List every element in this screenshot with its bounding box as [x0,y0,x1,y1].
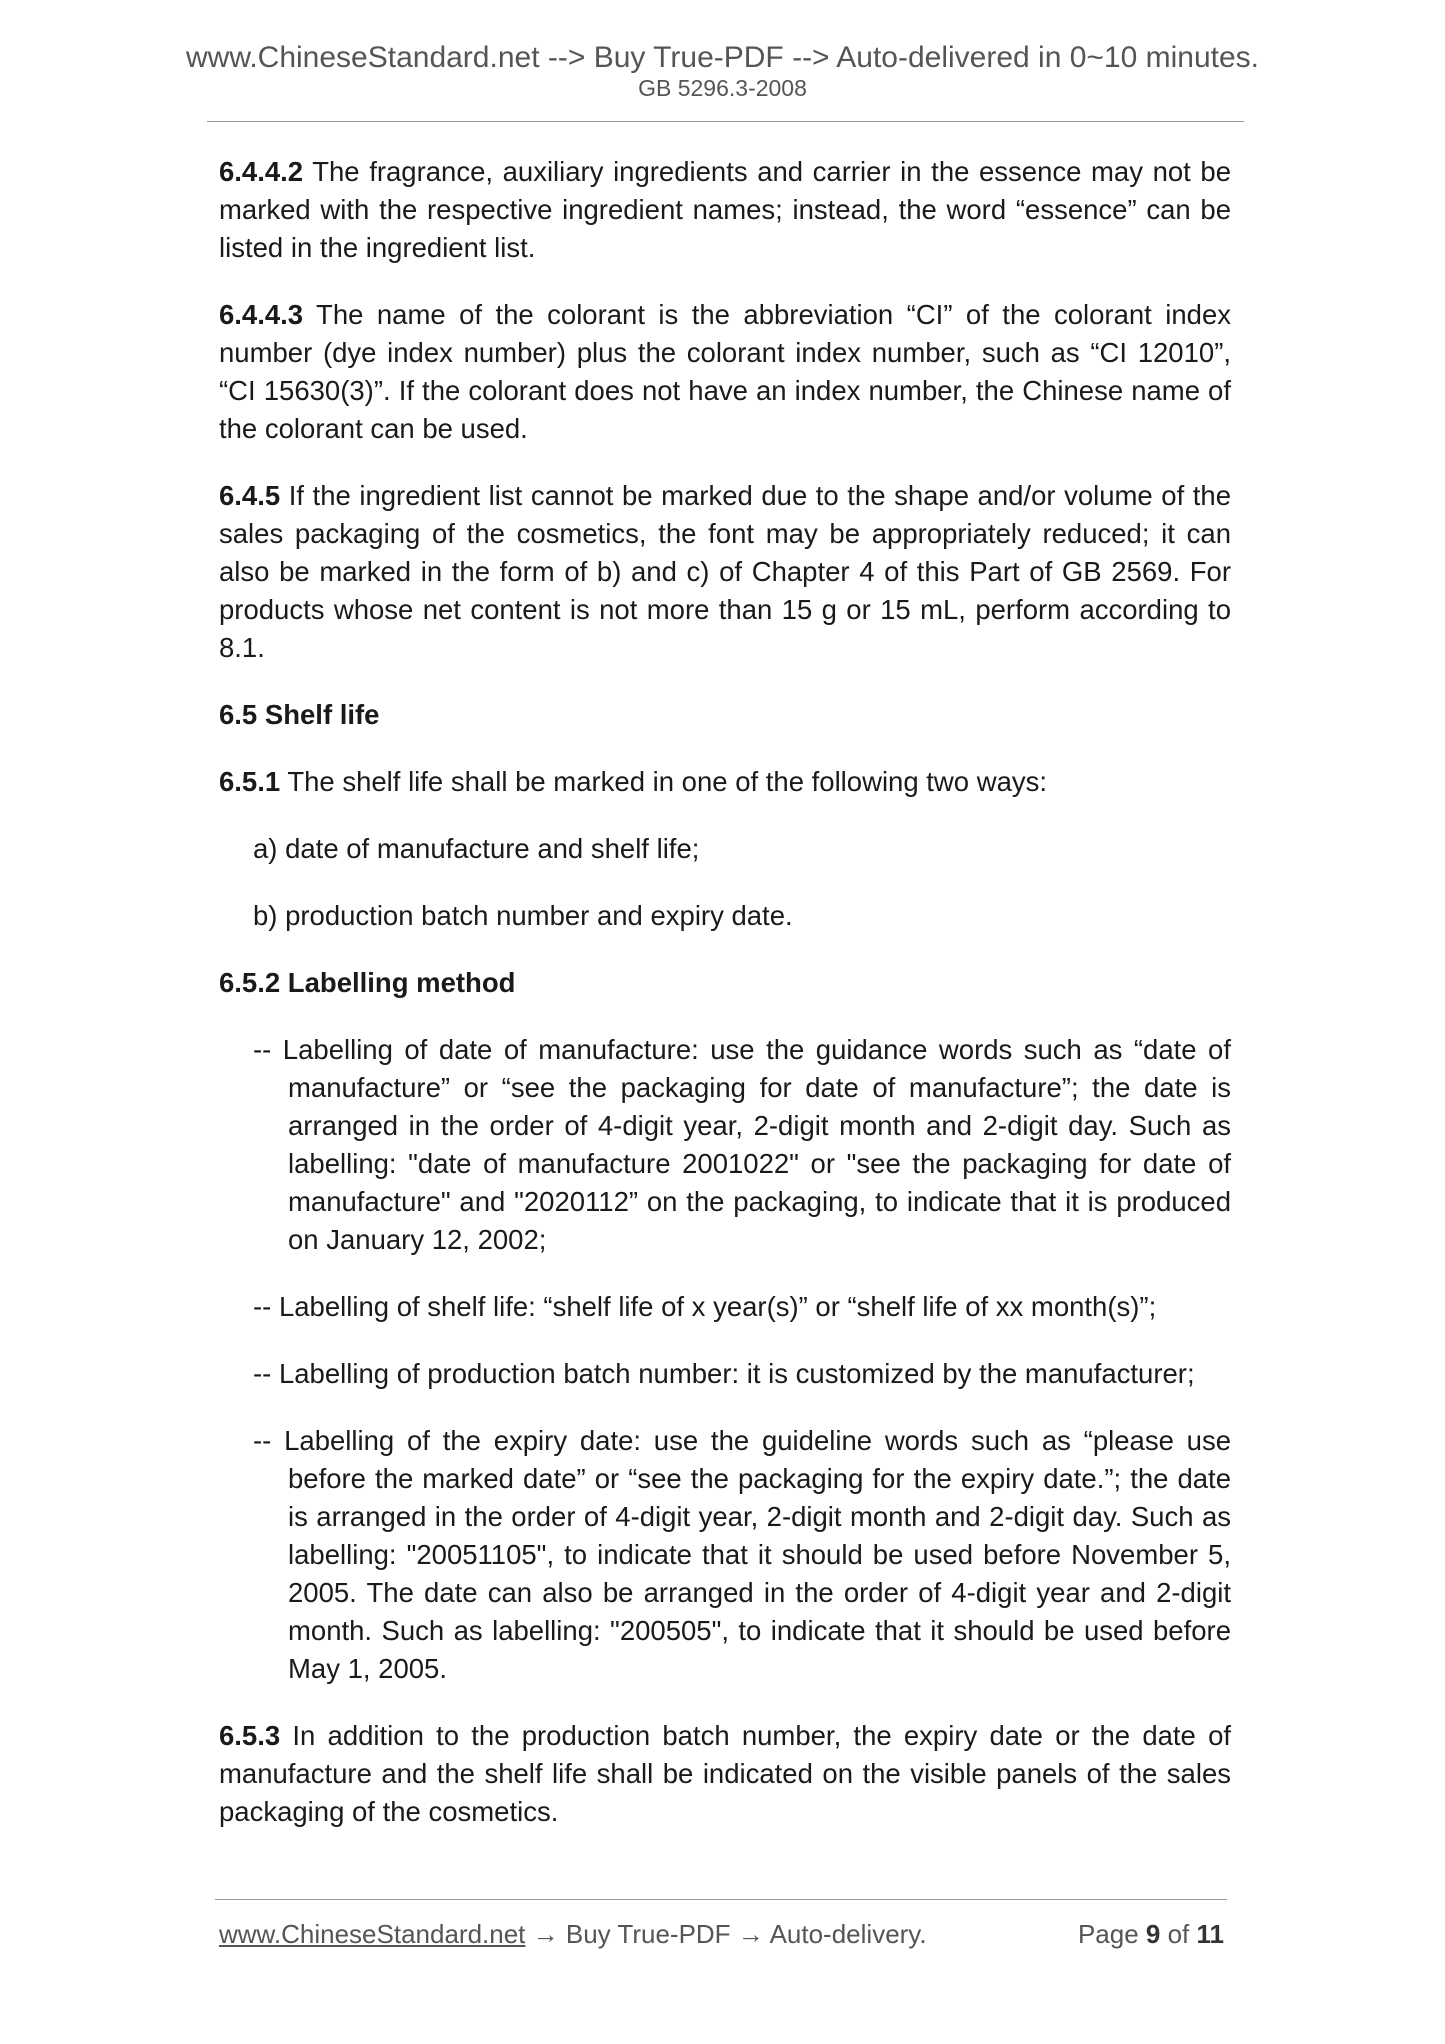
footer-divider [215,1899,1227,1900]
list-item-a: a) date of manufacture and shelf life; [253,833,700,864]
document-body [219,153,1231,1860]
page-indicator [1078,1916,1224,1952]
footer-tagline: → Buy True-PDF → Auto-delivery. [525,1919,927,1949]
page-total: 11 [1196,1919,1224,1949]
clause-6-5-1 [219,763,1231,801]
header-banner: www.ChineseStandard.net --> Buy True-PDF --> Auto-delivered in 0~10 minutes. [185,41,1260,74]
section-heading-6-5-2: 6.5.2 Labelling method [219,967,516,998]
clause-text: If the ingredient list cannot be marked due to the shape and/or volume of the sales packaging of the cosmetics, the font may be appropriately reduced; it can also be marked in the form of b) and c) of Chapter 4 of this Part of GB 2569. For products whose net content is not more than 15 g or 15 mL, perform according to 8.1. [219,480,1231,663]
page-label: Page [1077,1919,1146,1949]
clause-text: In addition to the production batch number, the expiry date or the date of manufacture and the shelf life shall be indicated on the visible panels of the sales packaging of the cosmetics. [219,1720,1231,1827]
section-heading-6-5: 6.5 Shelf life [219,699,380,730]
header-divider [207,121,1244,122]
clause-6-4-4-3 [219,296,1231,448]
clause-6-4-5 [219,477,1231,667]
standard-code: GB 5296.3-2008 [638,75,807,101]
page-footer [219,1916,1231,1952]
dash-item-shelf-life: -- Labelling of shelf life: “shelf life of x year(s)” or “shelf life of xx month(s)”; [253,1291,1157,1322]
footer-left [219,1916,927,1952]
clause-6-5-3 [219,1717,1231,1831]
clause-text: The name of the colorant is the abbreviation “CI” of the colorant index number (dye index number) plus the colorant index number, such as “CI 12010”, “CI 15630(3)”. If the colorant does not have an index number, the Chinese name of the colorant can be used. [219,299,1231,444]
clause-number: 6.4.5 [219,480,281,511]
dash-item-expiry-date: -- Labelling of the expiry date: use the guideline words such as “please use before the marked date” or “see the packaging for the expiry date.”; the date is arranged in the order of 4-digit year, 2-digit month and 2-digit day. Such as labelling: "20051105", to indicate that it should be used before November 5, 2005. The date can also be arranged in the order of 4-digit year and 2-digit month. Such as labelling: "200505", to indicate that it should be used before May 1, 2005. [253,1425,1231,1684]
clause-number: 6.4.4.2 [219,156,304,187]
page-of-label: of [1160,1919,1197,1949]
dash-item-batch-number: -- Labelling of production batch number: it is customized by the manufacturer; [253,1358,1195,1389]
clause-number: 6.5.3 [219,1720,281,1751]
footer-site-link[interactable]: www.ChineseStandard.net [219,1919,526,1949]
clause-6-4-4-2 [219,153,1231,267]
page-number: 9 [1145,1919,1161,1949]
clause-text: The shelf life shall be marked in one of the following two ways: [280,766,1048,797]
clause-number: 6.4.4.3 [219,299,304,330]
clause-number: 6.5.1 [219,766,281,797]
clause-text: The fragrance, auxiliary ingredients and carrier in the essence may not be marked with the respective ingredient names; instead, the word “essence” can be listed in the ingredient list. [219,156,1231,263]
list-item-b: b) production batch number and expiry date. [253,900,793,931]
dash-item-date-of-manufacture: -- Labelling of date of manufacture: use the guidance words such as “date of manufacture” or “see the packaging for date of manufacture”; the date is arranged in the order of 4-digit year, 2-digit month and 2-digit day. Such as labelling: "date of manufacture 2001022" or "see the packaging for date of manufacture" and "2020112” on the packaging, to indicate that it is produced on January 12, 2002; [253,1034,1231,1255]
